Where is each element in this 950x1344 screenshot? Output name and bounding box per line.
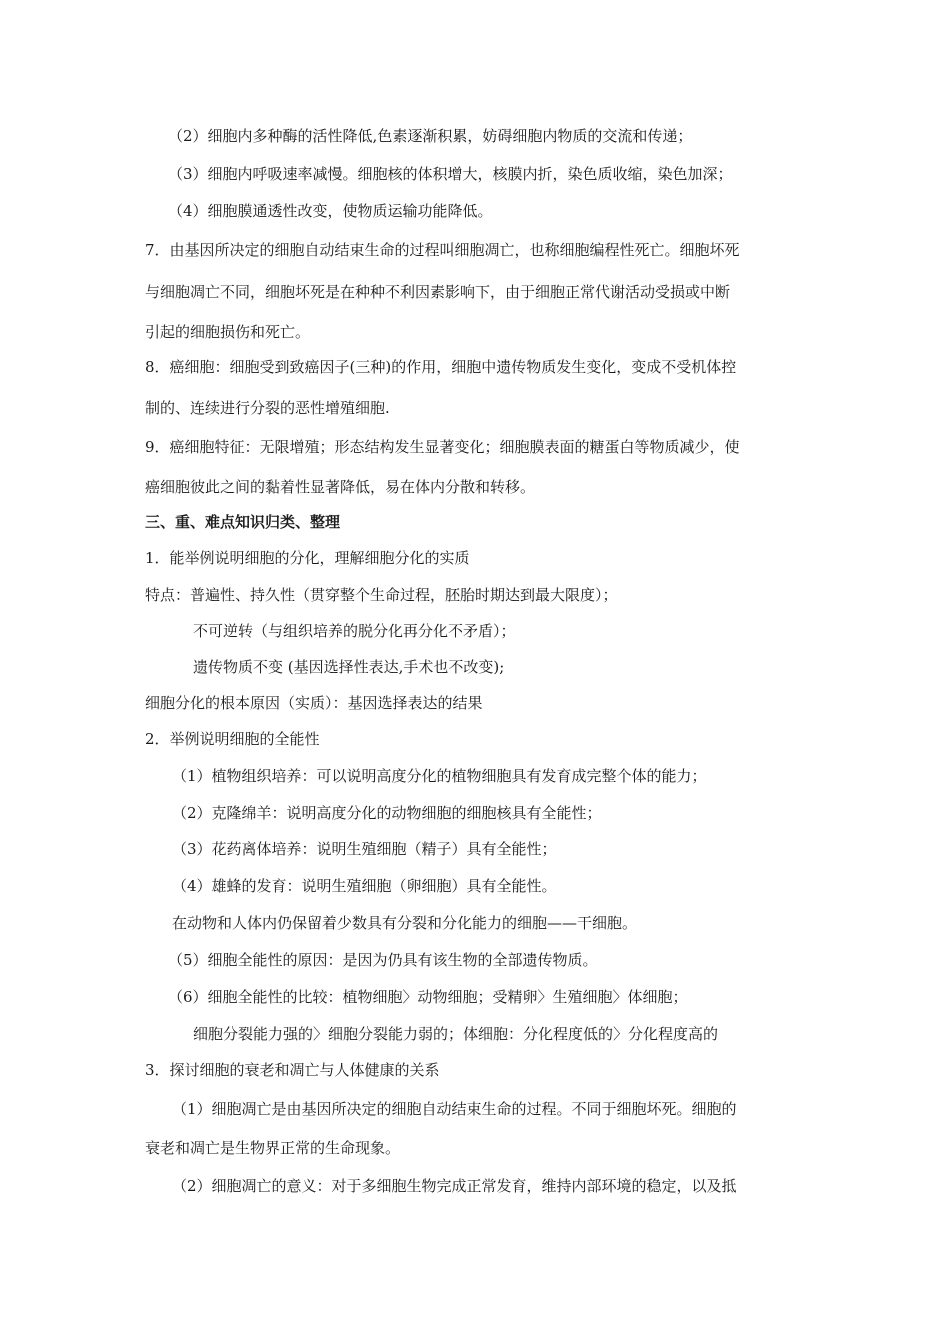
text-line: 1．能举例说明细胞的分化，理解细胞分化的实质 [145,549,470,567]
text-line: （3）花药离体培养：说明生殖细胞（精子）具有全能性； [172,840,557,858]
section-heading: 三、重、难点知识归类、整理 [145,513,341,531]
text-line: 与细胞凋亡不同，细胞坏死是在种种不利因素影响下，由于细胞正常代谢活动受损或中断 [145,283,731,301]
text-line: 2．举例说明细胞的全能性 [145,730,320,748]
text-line: （3）细胞内呼吸速率减慢。细胞核的体积增大，核膜内折，染色质收缩，染色加深； [168,165,733,183]
text-line: 癌细胞彼此之间的黏着性显著降低，易在体内分散和转移。 [145,478,536,496]
text-line: （4）细胞膜通透性改变，使物质运输功能降低。 [168,202,493,220]
text-line: 细胞分化的根本原因（实质）：基因选择表达的结果 [145,694,483,712]
text-line: 7．由基因所决定的细胞自动结束生命的过程叫细胞凋亡，也称细胞编程性死亡。细胞坏死 [145,241,740,259]
text-line: 特点：普遍性、持久性（贯穿整个生命过程，胚胎时期达到最大限度）； [145,586,618,604]
text-line: 衰老和凋亡是生物界正常的生命现象。 [145,1139,401,1157]
text-line: 8．癌细胞：细胞受到致癌因子(三种)的作用，细胞中遗传物质发生变化，变成不受机体控 [145,358,737,376]
text-line: （2）细胞凋亡的意义：对于多细胞生物完成正常发育，维持内部环境的稳定，以及抵 [172,1177,737,1195]
text-line: 引起的细胞损伤和死亡。 [145,323,311,341]
text-line: 在动物和人体内仍保留着少数具有分裂和分化能力的细胞——干细胞。 [172,914,638,932]
text-line: （1）细胞凋亡是由基因所决定的细胞自动结束生命的过程。不同于细胞坏死。细胞的 [172,1100,737,1118]
text-line: 不可逆转（与组织培养的脱分化再分化不矛盾）； [193,622,516,640]
text-line: 细胞分裂能力强的〉细胞分裂能力弱的；体细胞：分化程度低的〉分化程度高的 [193,1025,719,1043]
text-line: 遗传物质不变 (基因选择性表达,手术也不改变); [193,658,505,676]
text-line: （2）克隆绵羊：说明高度分化的动物细胞的细胞核具有全能性； [172,804,602,822]
text-line: 9．癌细胞特征：无限增殖；形态结构发生显著变化；细胞膜表面的糖蛋白等物质减少，使 [145,438,740,456]
text-line: （4）雄蜂的发育：说明生殖细胞（卵细胞）具有全能性。 [172,877,557,895]
text-line: （2）细胞内多种酶的活性降低,色素逐渐积累，妨碍细胞内物质的交流和传递； [168,127,693,145]
text-line: 3．探讨细胞的衰老和凋亡与人体健康的关系 [145,1061,440,1079]
text-line: 制的、连续进行分裂的恶性增殖细胞. [145,399,390,417]
text-line: （1）植物组织培养：可以说明高度分化的植物细胞具有发育成完整个体的能力； [172,767,707,785]
text-line: （5）细胞全能性的原因：是因为仍具有该生物的全部遗传物质。 [168,951,598,969]
text-line: （6）细胞全能性的比较：植物细胞〉动物细胞；受精卵〉生殖细胞〉体细胞； [168,988,688,1006]
